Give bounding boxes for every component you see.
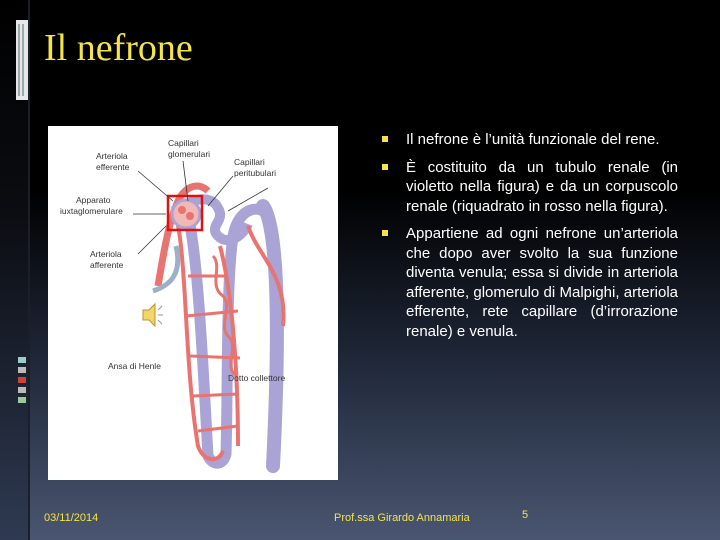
bullet-text: È costituito da un tubulo renale (in violetto nella figura) e da un corpuscolo renale (riquadrato in rosso nella figura). (406, 158, 678, 215)
label-ansa-di-henle: Ansa di Henle (108, 361, 161, 371)
footer-date: 03/11/2014 (44, 512, 99, 524)
label-arteriola-afferente-2: afferente (90, 260, 124, 270)
label-arteriola-efferente: Arteriola (96, 151, 128, 161)
bullet-marker (382, 164, 388, 170)
bullet-item (382, 130, 678, 150)
label-capillari-peritubulari-2: peritubulari (234, 168, 277, 178)
bullet-item (382, 158, 678, 217)
side-decoration (0, 355, 28, 405)
label-capillari-glomerulari-2: glomerulari (168, 149, 211, 159)
bullet-list (382, 130, 678, 349)
nephron-figure (48, 126, 338, 480)
label-capillari-glomerulari: Capillari (168, 138, 199, 148)
bullet-marker (382, 136, 388, 142)
footer-author: Prof.ssa Girardo Annamaria (334, 512, 470, 524)
bullet-text: Il nefrone è l’unità funzionale del rene. (406, 131, 660, 148)
strip-divider (28, 0, 30, 540)
slide-title: Il nefrone (44, 27, 193, 69)
footer-page-number: 5 (522, 509, 529, 521)
bullet-text: Appartiene ad ogni nefrone un’arteriola che dopo aver svolto la sua funzione diventa venula; essa si divide in arteriola afferente, glomerulo di Malpighi, arteriola efferente, rete capillare (d’irrorazione renale) e venula. (406, 225, 678, 340)
label-arteriola-efferente-2: efferente (96, 162, 130, 172)
label-capillari-peritubulari: Capillari (234, 157, 265, 167)
label-arteriola-afferente: Arteriola (90, 249, 122, 259)
bullet-marker (382, 230, 388, 236)
title-decoration (0, 0, 28, 120)
loop-of-henle (188, 209, 263, 463)
label-apparato-2: iuxtaglomerulare (60, 206, 123, 216)
collecting-duct (263, 206, 277, 466)
nephron-diagram (48, 126, 338, 480)
speaker-icon[interactable] (141, 300, 165, 330)
bullet-item (382, 224, 678, 341)
label-dotto-collettore: Dotto collettore (228, 373, 286, 383)
label-apparato: Apparato (76, 195, 111, 205)
glomerulus (172, 200, 200, 228)
